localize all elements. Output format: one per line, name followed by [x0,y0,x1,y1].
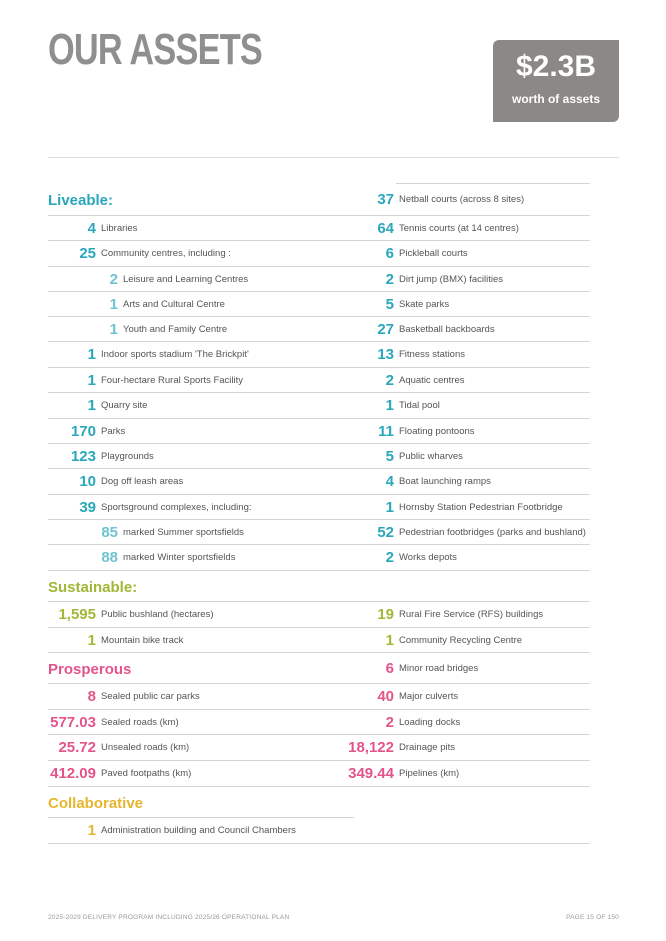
asset-row [348,495,590,520]
asset-row [48,393,354,418]
asset-label: Sealed public car parks [101,691,200,702]
asset-label: Netball courts (across 8 sites) [399,194,525,205]
asset-count: 1 [385,632,394,649]
asset-label: Paved footpaths (km) [101,768,192,779]
asset-row [48,710,354,735]
asset-label: Drainage pits [399,742,455,753]
asset-row [348,241,590,266]
section-heading-prosperous: Prosperous [48,661,132,678]
asset-row [348,656,590,681]
asset-row [48,602,354,627]
asset-row [348,545,590,570]
asset-count: 27 [377,321,394,338]
asset-label: Community Recycling Centre [399,635,523,646]
asset-label: Hornsby Station Pedestrian Footbridge [399,502,563,513]
asset-count: 1 [385,397,394,414]
asset-count: 6 [385,660,394,677]
asset-label: Arts and Cultural Centre [123,299,225,310]
asset-label: Rural Fire Service (RFS) buildings [399,609,544,620]
asset-row [348,602,590,627]
asset-count: 40 [377,688,394,705]
asset-label: Loading docks [399,717,461,728]
asset-count: 10 [79,473,96,490]
asset-row [348,216,590,241]
asset-row [348,292,590,317]
asset-row [48,684,354,709]
asset-count: 85 [101,524,118,541]
asset-label: Sealed roads (km) [101,717,179,728]
asset-row [48,292,354,317]
asset-row [348,710,590,735]
asset-label: Fitness stations [399,349,465,360]
divider [48,570,354,571]
asset-row [348,342,590,367]
asset-count: 1 [87,822,96,839]
asset-count: 1 [109,321,118,338]
asset-count: 11 [378,423,394,440]
asset-count: 5 [385,296,394,313]
asset-row [348,520,590,545]
asset-label: Sportsground complexes, including: [101,502,252,513]
divider [348,786,590,787]
asset-label: Leisure and Learning Centres [123,274,249,285]
asset-count: 577.03 [50,714,96,731]
asset-label: Floating pontoons [399,426,475,437]
asset-row [48,469,354,494]
asset-row [48,628,354,653]
asset-label: Quarry site [101,400,148,411]
asset-row [348,628,590,653]
asset-label: Pickleball courts [399,248,468,259]
asset-label: marked Winter sportsfields [123,552,236,563]
asset-count: 2 [385,549,394,566]
total-assets-badge [493,40,619,122]
asset-count: 2 [385,714,394,731]
asset-label: Parks [101,426,126,437]
asset-label: Libraries [101,223,138,234]
asset-count: 64 [377,220,394,237]
asset-label: Minor road bridges [399,663,479,674]
asset-row [48,818,354,843]
asset-label: Indoor sports stadium 'The Brickpit' [101,349,249,360]
divider [48,786,354,787]
asset-row [348,469,590,494]
asset-count: 1 [109,296,118,313]
asset-label: Dog off leash areas [101,476,184,487]
asset-label: Basketball backboards [399,324,495,335]
asset-count: 6 [385,245,394,262]
asset-label: Public wharves [399,451,463,462]
asset-count: 123 [70,448,96,465]
asset-row [348,393,590,418]
asset-label: Pedestrian footbridges (parks and bushland) [399,527,586,538]
asset-count: 8 [87,688,96,705]
asset-row [48,317,354,342]
asset-count: 1 [385,499,394,516]
asset-count: 37 [377,191,394,208]
section-heading-sustainable: Sustainable: [48,579,138,596]
section-heading-collaborative: Collaborative [48,795,144,812]
asset-row [48,216,354,241]
asset-count: 18,122 [348,739,394,756]
asset-row [48,267,354,292]
asset-count: 170 [70,423,96,440]
footer-document-title: 2025-2029 DELIVERY PROGRAM INCLUDING 2025/26 OPERATIONAL PLAN [48,914,290,921]
asset-count: 5 [385,448,394,465]
asset-count: 25.72 [58,739,96,756]
asset-count: 52 [377,524,394,541]
asset-row [48,444,354,469]
asset-label: marked Summer sportsfields [123,527,244,538]
asset-count: 2 [385,372,394,389]
asset-label: Mountain bike track [101,635,184,646]
asset-row [348,267,590,292]
asset-row [48,419,354,444]
asset-row [48,241,354,266]
asset-label: Tidal pool [399,400,440,411]
asset-row [48,545,354,570]
asset-row [48,342,354,367]
divider [48,843,590,844]
asset-count: 349.44 [348,765,394,782]
asset-count: 1 [87,397,96,414]
asset-count: 2 [385,271,394,288]
divider [348,652,590,653]
asset-label: Works depots [399,552,457,563]
asset-row [48,368,354,393]
asset-row [48,495,354,520]
asset-row [348,761,590,786]
asset-label: Playgrounds [101,451,154,462]
asset-label: Major culverts [399,691,459,702]
asset-count: 1 [87,372,96,389]
asset-count: 4 [385,473,394,490]
asset-count: 25 [79,245,96,262]
asset-count: 13 [377,346,394,363]
footer-page-number: PAGE 15 OF 150 [566,914,619,921]
asset-label: Four-hectare Rural Sports Facility [101,375,244,386]
asset-row [48,520,354,545]
divider [348,570,590,571]
section-heading-liveable: Liveable: [48,192,114,209]
header-divider [48,157,619,158]
asset-row [348,735,590,760]
asset-row [348,368,590,393]
asset-count: 88 [101,549,118,566]
asset-row [48,735,354,760]
asset-label: Pipelines (km) [399,768,460,779]
asset-row [348,187,590,212]
asset-label: Dirt jump (BMX) facilities [399,274,503,285]
asset-count: 2 [109,271,118,288]
asset-label: Youth and Family Centre [123,324,228,335]
badge-label: worth of assets [511,92,601,106]
asset-row [348,419,590,444]
asset-row [48,761,354,786]
asset-label: Skate parks [399,299,450,310]
asset-count: 1 [87,632,96,649]
asset-count: 39 [79,499,96,516]
asset-row [348,684,590,709]
asset-label: Tennis courts (at 14 centres) [399,223,519,234]
asset-count: 412.09 [50,765,96,782]
asset-count: 1 [87,346,96,363]
asset-label: Unsealed roads (km) [101,742,190,753]
asset-count: 1,595 [58,606,96,623]
asset-row [348,444,590,469]
divider [48,652,354,653]
badge-amount: $2.3B [515,50,597,83]
asset-label: Boat launching ramps [399,476,491,487]
page-title: OUR ASSETS [48,25,263,74]
divider [396,183,590,184]
asset-row [348,317,590,342]
asset-count: 4 [87,220,96,237]
asset-label: Aquatic centres [399,375,465,386]
asset-count: 19 [377,606,394,623]
asset-label: Public bushland (hectares) [101,609,214,620]
asset-label: Administration building and Council Chambers [101,825,296,836]
asset-label: Community centres, including : [101,248,231,259]
